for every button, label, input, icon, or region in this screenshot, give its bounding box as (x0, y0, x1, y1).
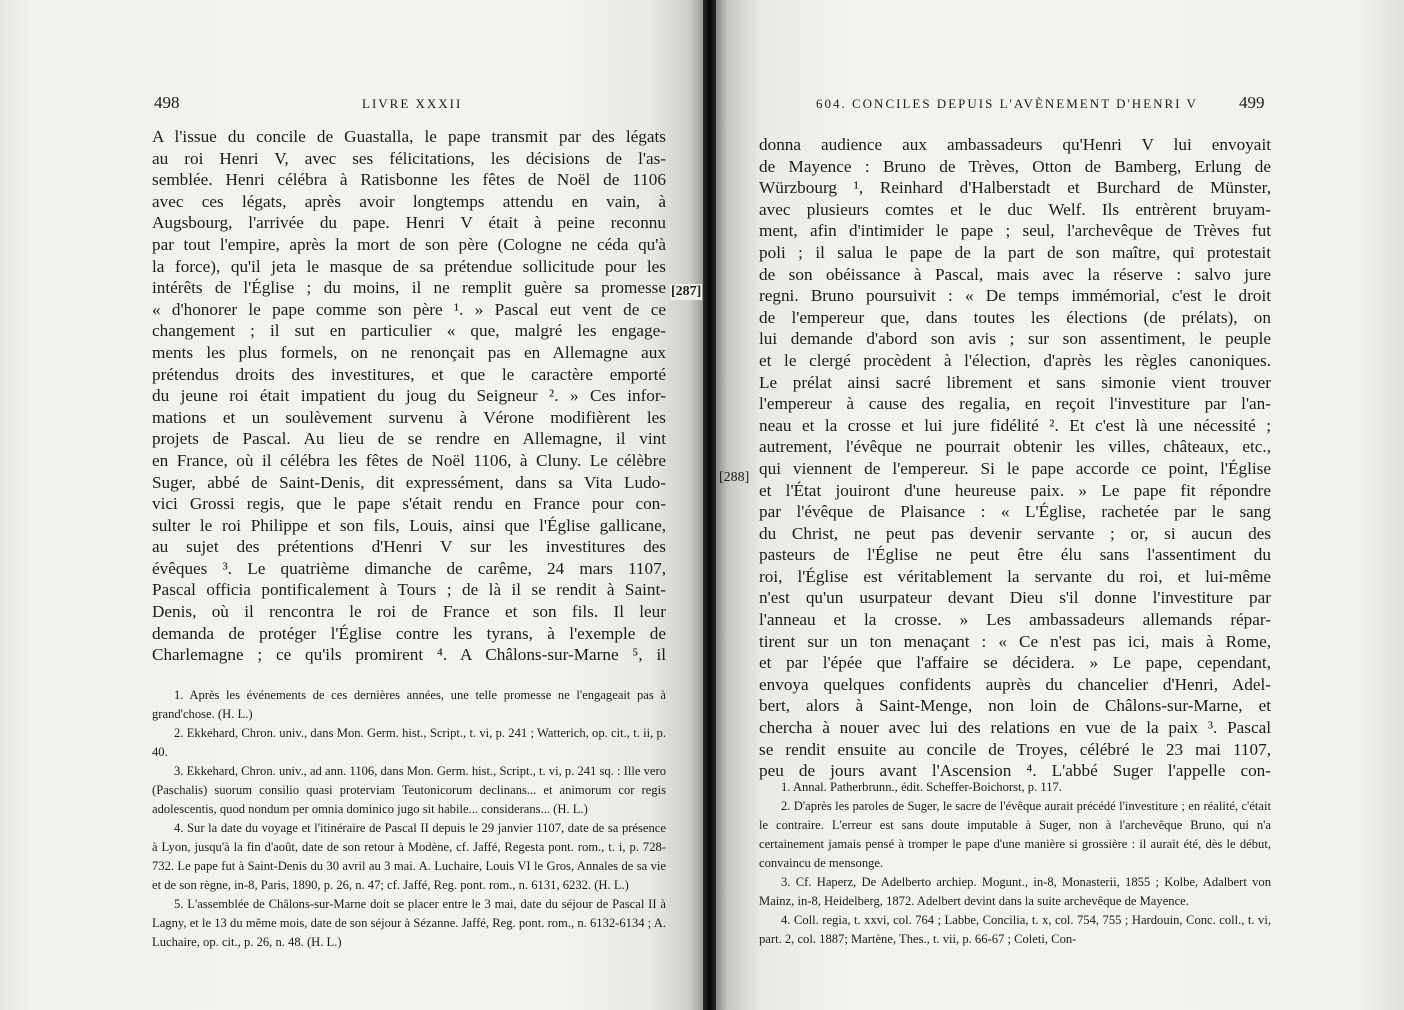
text-line: l'anneau et la crosse. » Les ambassadeurs allemands répar- (759, 610, 1271, 630)
margin-ref-287: [287] (671, 284, 702, 299)
text-line: avec plusieurs comtes et le duc Welf. Ils entrèrent bruyam- (759, 199, 1271, 219)
footnote: 3. Ekkehard, Chron. univ., ad ann. 1106, dans Mon. Germ. hist., Script., t. vi, p. 241 sq. : Ille vero (Paschalis) suorum consilio quasi proterviam Teutonicorum declinans... et animorum cor regis adolescentis, quod nondum per omnia dominico jugo sit habile... considerans... (H. L.) (152, 764, 666, 816)
footnote: 2. Ekkehard, Chron. univ., dans Mon. Germ. hist., Script., t. vi, p. 241 ; Watterich, op. cit., t. ii, p. 40. (152, 726, 666, 759)
right-page (716, 0, 1404, 1010)
text-line: intérêts de l'Église ; du moins, il ne remplit guère sa promesse (152, 278, 666, 298)
text-line: demanda de protéger l'Église contre les tyrans, à l'exemple de (152, 623, 666, 643)
text-line: sulter le roi Philippe et son fils, Louis, ainsi que l'Église gallicane, (152, 515, 666, 535)
text-line: poli ; il salua le pape de la part de son maître, qui protestait (759, 242, 1271, 262)
text-line: de Mayence : Bruno de Trèves, Otton de Bamberg, Erlung de (759, 156, 1271, 176)
text-line: neau et la crosse et lui jure fidélité ². Et c'est là une nécessité ; (759, 415, 1271, 435)
footnote: 2. D'après les paroles de Suger, le sacre de l'évêque aurait précédé l'investiture ; en réalité, c'était le contraire. L'erreur est sans doute imputable à Suger, non à l'archevêque Bruno, qui n'a certainement jamais pensé à tromper le pape d'une manière si grossière : il aurait été, dès le début, convaincu de mensonge. (759, 799, 1271, 870)
footnote: 4. Coll. regia, t. xxvi, col. 764 ; Labbe, Concilia, t. x, col. 754, 755 ; Hardouin, Conc. coll., t. vi, part. 2, col. 1887; Martène, Thes., t. vii, p. 66-67 ; Coleti, Con- (759, 913, 1271, 946)
text-line: ment, afin d'intimider le pape ; seul, l'archevêque de Trèves fut (759, 221, 1271, 241)
footnotes (152, 686, 666, 952)
text-line: Suger, abbé de Saint-Denis, dit expressément, dans sa Vita Ludo- (152, 472, 666, 492)
text-line: se rendit ensuite au concile de Troyes, célébré le 23 mai 1107, (759, 739, 1271, 759)
page-number: 499 (1239, 93, 1265, 112)
text-line: en France, où il célébra les fêtes de Noël 1106, à Cluny. Le célèbre (152, 450, 666, 470)
footnotes (759, 778, 1271, 949)
text-line: n'est qu'un usurpateur devant Dieu s'il donne l'investiture par (759, 588, 1271, 608)
text-line: par l'évêque de Plaisance : « L'Église, rachetée par le sang (759, 502, 1271, 522)
text-line: Pascal officia pontificalement à Tours ; de là il se rendit à Saint- (152, 580, 666, 600)
text-line: chercha à nouer avec lui des relations en vue de la paix ³. Pascal (759, 718, 1271, 738)
text-line: mations et un soulèvement survenu à Vérone modifièrent les (152, 407, 666, 427)
text-line: Augsbourg, l'arrivée du pape. Henri V était à peine reconnu (152, 213, 666, 233)
text-line: et par l'épée que l'affaire se décidera. » Le pape, cependant, (759, 653, 1271, 673)
text-line: Würzbourg ¹, Reinhard d'Halberstadt et Burchard de Münster, (759, 178, 1271, 198)
text-line: évêques ³. Le quatrième dimanche de carême, 24 mars 1107, (152, 558, 666, 578)
body-text (759, 134, 1271, 782)
text-line: et l'État jouiront d'une heureuse paix. » Le pape fit répondre (759, 480, 1271, 500)
footnote: 1. Après les événements de ces dernières années, une telle promesse ne l'engageait pas à grand'chose. (H. L.) (152, 688, 666, 721)
text-line: pasteurs de l'Église ne peut être élu sans l'assentiment du (759, 545, 1271, 565)
text-line: projets de Pascal. Au lieu de se rendre en Allemagne, il vint (152, 429, 666, 449)
text-line: qui viennent de l'empereur. Si le pape accorde ce point, l'Église (759, 458, 1271, 478)
text-line: de son obéissance à Pascal, mais avec la réserve : salvo jure (759, 264, 1271, 284)
text-line: du jeune roi était impatient du joug du Seigneur ². » Ces infor- (152, 386, 666, 406)
text-line: envoya quelques confidents auprès du chancelier d'Henri, Adel- (759, 674, 1271, 694)
text-line: avec ces légats, après avoir longtemps attendu en vain, à (152, 191, 666, 211)
running-head: 604. CONCILES DEPUIS L'AVÈNEMENT D'HENRI V (816, 96, 1198, 111)
text-line: au roi Henri V, avec ses félicitations, les décisions de l'as- (152, 148, 666, 168)
text-line: et le clergé procèdent à l'élection, d'après les règles canoniques. (759, 350, 1271, 370)
running-head: LIVRE XXXII (362, 96, 463, 111)
text-line: prétendus droits des investitures, et que le caractère emporté (152, 364, 666, 384)
text-line: peu de jours avant l'Ascension ⁴. L'abbé Suger l'appelle con- (759, 761, 1271, 781)
text-line: la force), qu'il jeta le masque de sa prétendue sollicitude pour les (152, 256, 666, 276)
text-line: l'empereur à cause des regalia, en reçoit l'investiture par l'an- (759, 394, 1271, 414)
text-line: donna audience aux ambassadeurs qu'Henri V lui envoyait (759, 135, 1271, 154)
footnote: 1. Annal. Patherbrunn., édit. Scheffer-Boichorst, p. 117. (781, 780, 1062, 794)
text-line: ments les plus formels, on ne renonçait pas en Allemagne aux (152, 342, 666, 362)
footnote: 3. Cf. Haperz, De Adelberto archiep. Mogunt., in-8, Monasterii, 1855 ; Kolbe, Adalbert von Mainz, in-8, Heidelberg, 1872. Adelbert devint dans la suite archevêque de Mayence. (759, 875, 1271, 908)
text-line: bert, alors à Saint-Menge, non loin de Châlons-sur-Marne, et (759, 696, 1271, 716)
text-line: Denis, où il rencontra le roi de France et son fils. Il leur (152, 602, 666, 622)
footnote: 5. L'assemblée de Châlons-sur-Marne doit se placer entre le 3 mai, date du séjour de Pascal II à Lagny, et le 13 du même mois, date de son séjour à Sézanne. Jaffé, Reg. pont. rom., n. 6132-6134 ; A. Luchaire, op. cit., p. 26, n. 48. (H. L.) (152, 897, 666, 949)
book-gutter (703, 0, 716, 1010)
text-line: tirent sur un ton menaçant : « Ce n'est pas ici, mais à Rome, (759, 631, 1271, 651)
text-line: A l'issue du concile de Guastalla, le pape transmit par des légats (152, 127, 666, 146)
text-line: « d'honorer le pape comme son père ¹. » Pascal eut vent de ce (152, 299, 666, 319)
text-line: regni. Bruno poursuivit : « De temps immémorial, c'est le droit (759, 286, 1271, 306)
text-line: lui demande d'abord son avis ; sur son assentiment, le peuple (759, 329, 1271, 349)
text-line: par tout l'empire, après la mort de son père (Cologne ne céda qu'à (152, 234, 666, 254)
text-line: du Christ, ne peut pas devenir servante ; or, si aucun des (759, 523, 1271, 543)
text-line: changement ; il sut en particulier « que, malgré les engage- (152, 321, 666, 341)
text-line: autrement, l'évêque ne pourrait obtenir les villes, châteaux, etc., (759, 437, 1271, 457)
text-line: Le prélat ainsi sacré librement et sans simonie vient trouver (759, 372, 1271, 392)
text-line: au sujet des prétentions d'Henri V sur les investitures des (152, 537, 666, 557)
text-line: vici Grossi regis, que le pape s'était rendu en France pour con- (152, 494, 666, 514)
footnote: 4. Sur la date du voyage et l'itinéraire de Pascal II depuis le 29 janvier 1107, date de sa présence à Lyon, jusqu'à la fin d'août, date de son retour à Modène, cf. Jaffé, Regesta pont. rom., t. i, p. 728-732. Le pape fut à Saint-Denis du 30 avril au 3 mai. A. Luchaire, Louis VI le Gros, Annales de sa vie et de son règne, in-8, Paris, 1890, p. 26, n. 47; cf. Jaffé, Reg. pont. rom., n. 6131, 6232. (H. L.) (152, 821, 666, 892)
text-line: semblée. Henri célébra à Ratisbonne les fêtes de Noël de 1106 (152, 170, 666, 190)
page-number: 498 (154, 93, 180, 112)
text-line: Charlemagne ; ce qu'ils promirent ⁴. A Châlons-sur-Marne ⁵, il (152, 645, 666, 665)
body-text (152, 126, 666, 666)
text-line: roi, l'Église est véritablement la servante du roi, et lui-même (759, 566, 1271, 586)
text-line: de l'empereur que, dans toutes les élections (de prélats), on (759, 307, 1271, 327)
margin-ref-288: [288] (719, 470, 750, 485)
